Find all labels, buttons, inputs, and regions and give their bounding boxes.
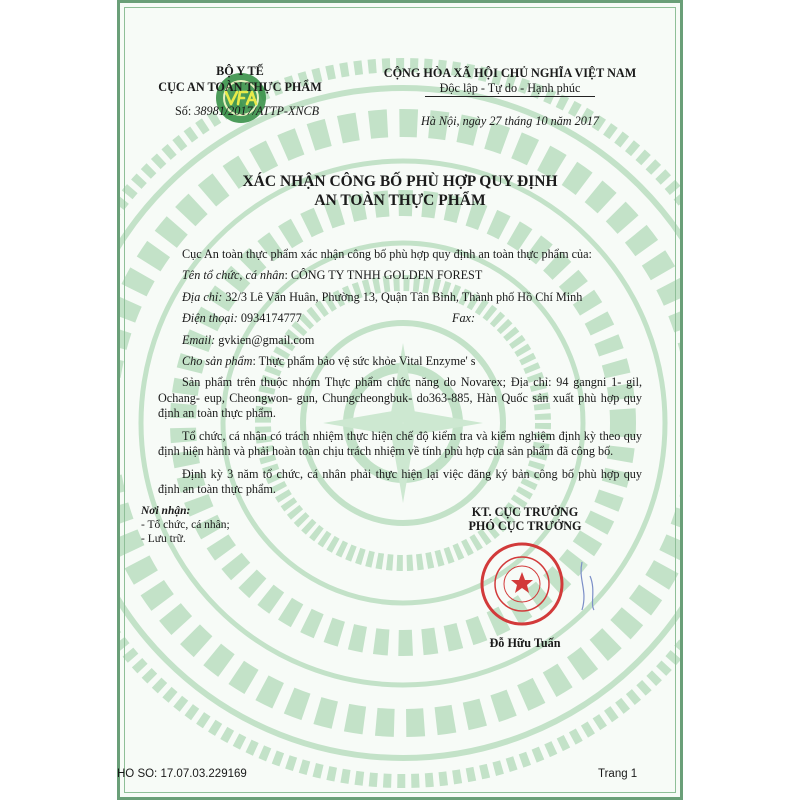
intro-text: Cục An toàn thực phẩm xác nhận công bố phù hợp quy định an toàn thực phẩm của: [182,247,592,261]
page-number: Trang 1 [598,768,638,780]
phone-value: 0934174777 [237,311,302,325]
address-value: 32/3 Lê Văn Huân, Phường 13, Quận Tân Bình, Thành phố Hồ Chí Minh [222,290,583,304]
issue-date: Hà Nội, ngày 27 tháng 10 năm 2017 [420,114,600,128]
recipients-label: Nơi nhận: [141,505,191,517]
email-value: gvkien@gmail.com [215,333,315,347]
paragraph-responsibility: Tổ chức, cá nhân có trách nhiệm thực hiện chế độ kiểm tra và kiểm nghiệm định kỳ theo quy định hiện hành và phải hoàn toàn chịu trách nhiệm về tính phù hợp của sản phẩm đã công bố. [158,428,642,458]
email-label: Email: [182,333,216,347]
address-label: Địa chỉ: [182,290,223,304]
paragraph-manufacturer: Sản phẩm trên thuộc nhóm Thực phẩm chức năng do Novarex; Địa chỉ: 94 gangni 1- gil, Ochang- eup, Cheongwon- gun, Chungcheongbuk- do363-885, Hàn Quốc sản xuất phù hợp quy định an toàn thực phẩm. [158,375,642,420]
motto-underline [425,96,595,97]
product-label: Cho sản phẩm [182,354,253,368]
fax-label: Fax: [452,311,476,325]
product-value: : Thực phẩm bảo vệ sức khỏe Vital Enzyme' s [252,354,476,368]
document-title-line2: AN TOÀN THỰC PHẨM [314,192,486,209]
recipient-item: - Tổ chức, cá nhân; [141,519,230,531]
org-label: Tên tổ chức, cá nhân [182,268,285,282]
signer-name: Đỗ Hữu Tuấn [489,636,561,650]
document-title-line1: XÁC NHẬN CÔNG BỐ PHÙ HỢP QUY ĐỊNH [242,173,558,190]
file-number: HO SO: 17.07.03.229169 [117,768,247,780]
country-name: CỘNG HÒA XÃ HỘI CHỦ NGHĨA VIỆT NAM [383,66,637,80]
document-number: 38981/2017/ATTP-XNCB [194,104,320,118]
ministry-name: BỘ Y TẾ [216,64,264,78]
phone-label: Điện thoại: [182,311,238,325]
paragraph-renewal: Định kỳ 3 năm tổ chức, cá nhân phải thực hiện lại việc đăng ký bản công bố phù hợp quy định an toàn thực phẩm. [158,466,642,496]
signer-title-line1: KT. CỤC TRƯỞNG [471,505,579,519]
agency-name: CỤC AN TOÀN THỰC PHẨM [158,80,322,94]
motto: Độc lập - Tự do - Hạnh phúc [439,81,581,95]
org-value: : CÔNG TY TNHH GOLDEN FOREST [284,268,483,282]
recipient-item: - Lưu trữ. [141,533,186,545]
number-label: Số: [175,104,192,118]
official-seal [470,540,610,630]
body-paragraphs [158,375,642,505]
signer-title-line2: PHÓ CỤC TRƯỞNG [468,519,582,533]
